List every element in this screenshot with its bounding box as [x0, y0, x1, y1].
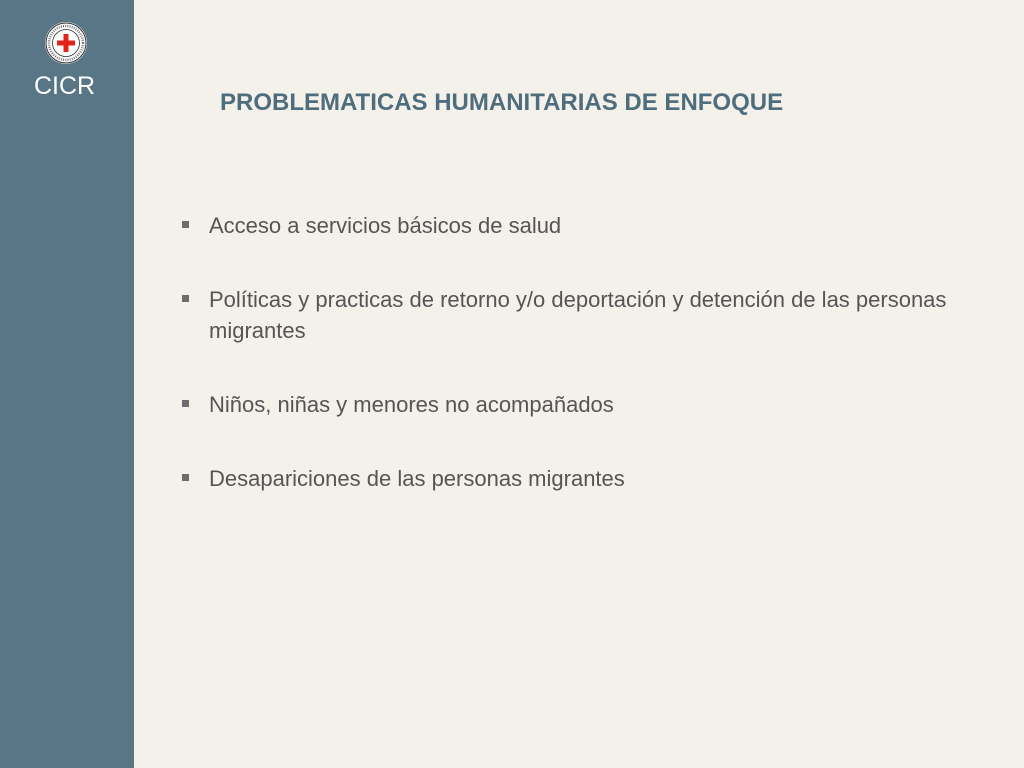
bullet-text: Políticas y practicas de retorno y/o deportación y detención de las personas migrantes [209, 287, 947, 343]
bullet-item [181, 463, 981, 494]
brand-wordmark: CICR [34, 72, 96, 100]
square-bullet-icon [182, 474, 189, 481]
bullet-item [181, 389, 981, 420]
red-cross-emblem-icon [44, 21, 88, 65]
sidebar [0, 0, 134, 768]
bullet-list [181, 210, 981, 537]
square-bullet-icon [182, 221, 189, 228]
bullet-text: Niños, niñas y menores no acompañados [209, 392, 614, 417]
square-bullet-icon [182, 400, 189, 407]
square-bullet-icon [182, 295, 189, 302]
bullet-item [181, 284, 981, 346]
bullet-text: Acceso a servicios básicos de salud [209, 213, 562, 238]
slide-title: PROBLEMATICAS HUMANITARIAS DE ENFOQUE [220, 89, 784, 116]
bullet-text: Desapariciones de las personas migrantes [209, 466, 625, 491]
bullet-item [181, 210, 981, 241]
